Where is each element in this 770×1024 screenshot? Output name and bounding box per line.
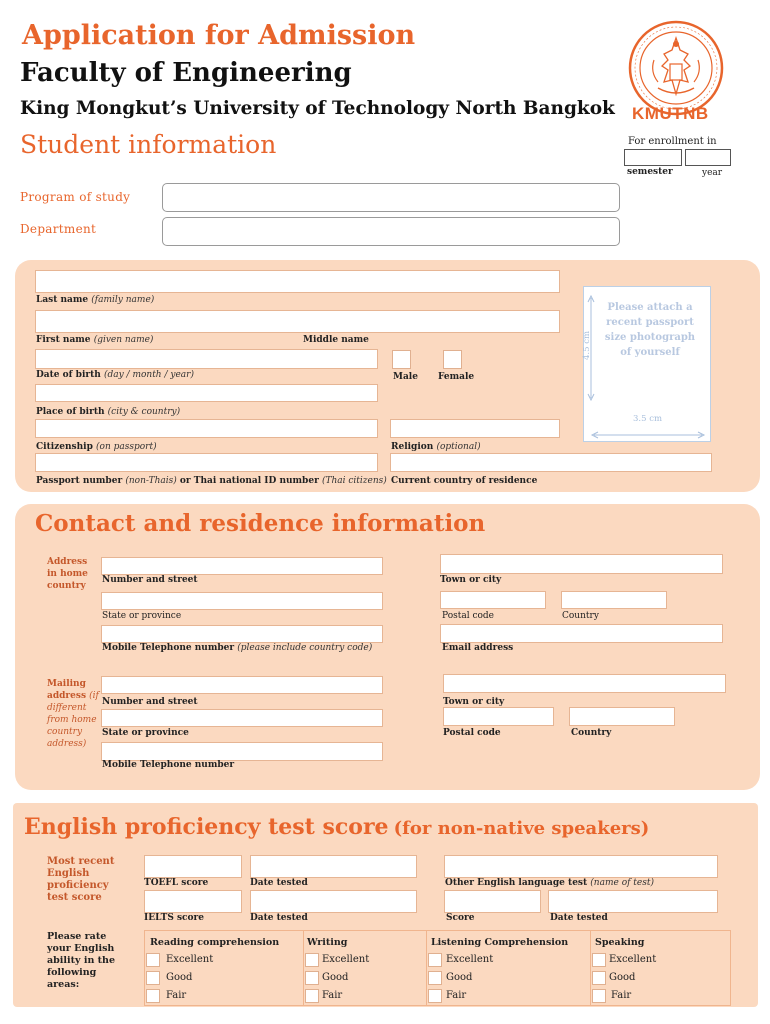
ielts-date-label: Date tested xyxy=(250,913,308,923)
semester-label: semester xyxy=(627,167,673,177)
other-date-label: Date tested xyxy=(550,913,608,923)
other-date-field[interactable] xyxy=(548,890,718,913)
date-of-birth-field[interactable] xyxy=(35,349,378,369)
passport-number-field[interactable] xyxy=(35,453,378,472)
reading-fair-label: Fair xyxy=(166,990,187,1001)
first-name-label: First name (given name) xyxy=(36,335,154,345)
reading-excellent-checkbox[interactable] xyxy=(146,953,160,967)
department-input[interactable] xyxy=(162,217,620,246)
mail-state-field[interactable] xyxy=(101,709,383,727)
home-address-side-label: Address in home country xyxy=(47,557,88,591)
home-postal-label: Postal code xyxy=(442,611,494,621)
speaking-excellent-label: Excellent xyxy=(609,954,657,965)
mail-postal-field[interactable] xyxy=(443,707,554,726)
section-title: Student information xyxy=(20,130,277,159)
reading-fair-checkbox[interactable] xyxy=(146,989,160,1003)
religion-field[interactable] xyxy=(390,419,560,438)
writing-good-checkbox[interactable] xyxy=(305,971,319,985)
first-name-field[interactable] xyxy=(35,310,560,333)
home-state-field[interactable] xyxy=(101,592,383,610)
home-street-field[interactable] xyxy=(101,557,383,575)
home-mobile-field[interactable] xyxy=(101,625,383,643)
program-label: Program of study xyxy=(20,190,131,204)
female-checkbox[interactable] xyxy=(443,350,462,369)
ielts-score-label: IELTS score xyxy=(144,913,205,923)
rating-grid-divider xyxy=(303,930,304,1006)
email-field[interactable] xyxy=(440,624,723,643)
logo-wordmark: KMUTNB xyxy=(632,104,709,123)
listening-good-checkbox[interactable] xyxy=(428,971,442,985)
university-title: King Mongkut’s University of Technology North Bangkok xyxy=(20,98,615,119)
mail-country-label: Country xyxy=(571,728,612,738)
mailing-address-side-label: Mailing address (if different from home country address) xyxy=(47,679,99,749)
place-of-birth-field[interactable] xyxy=(35,384,378,402)
speaking-excellent-checkbox[interactable] xyxy=(592,953,606,967)
speaking-fair-label: Fair xyxy=(611,990,632,1001)
toefl-date-label: Date tested xyxy=(250,878,308,888)
mail-postal-label: Postal code xyxy=(443,728,501,738)
mail-state-label: State or province xyxy=(102,728,189,738)
last-name-label: Last name (family name) xyxy=(36,295,155,305)
date-of-birth-label: Date of birth (day / month / year) xyxy=(36,370,194,380)
writing-excellent-checkbox[interactable] xyxy=(305,953,319,967)
year-label: year xyxy=(702,168,723,178)
other-score-label: Score xyxy=(446,913,475,923)
listening-good-label: Good xyxy=(446,972,473,983)
residence-country-field[interactable] xyxy=(390,453,712,472)
listening-excellent-checkbox[interactable] xyxy=(428,953,442,967)
listening-excellent-label: Excellent xyxy=(446,954,494,965)
contact-heading: Contact and residence information xyxy=(35,510,486,537)
female-label: Female xyxy=(438,372,475,382)
mail-mobile-field[interactable] xyxy=(101,742,383,761)
home-mobile-label: Mobile Telephone number (please include country code) xyxy=(102,643,373,653)
reading-excellent-label: Excellent xyxy=(166,954,214,965)
mail-town-label: Town or city xyxy=(443,697,505,707)
mail-town-field[interactable] xyxy=(443,674,726,693)
faculty-title: Faculty of Engineering xyxy=(20,58,352,88)
male-checkbox[interactable] xyxy=(392,350,411,369)
home-street-label: Number and street xyxy=(102,575,198,585)
recent-test-side-label: Most recent English proficiency test score xyxy=(47,856,115,903)
mail-street-field[interactable] xyxy=(101,676,383,694)
enrollment-label: For enrollment in xyxy=(628,136,717,147)
toefl-score-field[interactable] xyxy=(144,855,242,878)
home-country-field[interactable] xyxy=(561,591,667,609)
university-seal-logo xyxy=(628,20,724,116)
ielts-score-field[interactable] xyxy=(144,890,242,913)
toefl-score-label: TOEFL score xyxy=(144,878,209,888)
speaking-fair-checkbox[interactable] xyxy=(592,989,606,1003)
writing-header: Writing xyxy=(307,937,348,948)
toefl-date-field[interactable] xyxy=(250,855,417,878)
listening-fair-label: Fair xyxy=(446,990,467,1001)
reading-good-checkbox[interactable] xyxy=(146,971,160,985)
religion-label: Religion (optional) xyxy=(391,442,481,452)
speaking-good-checkbox[interactable] xyxy=(592,971,606,985)
photo-height-label: 4.5 cm xyxy=(582,330,592,360)
residence-country-label: Current country of residence xyxy=(391,476,538,486)
middle-name-label: Middle name xyxy=(303,335,369,345)
department-label: Department xyxy=(20,222,97,236)
mail-street-label: Number and street xyxy=(102,697,198,707)
year-field[interactable] xyxy=(685,149,731,166)
photo-width-label: 3.5 cm xyxy=(633,414,663,424)
home-town-label: Town or city xyxy=(440,575,502,585)
home-postal-field[interactable] xyxy=(440,591,546,609)
home-town-field[interactable] xyxy=(440,554,723,574)
citizenship-label: Citizenship (on passport) xyxy=(36,442,157,452)
home-country-label: Country xyxy=(562,611,599,621)
speaking-good-label: Good xyxy=(609,972,636,983)
mail-mobile-label: Mobile Telephone number xyxy=(102,760,235,770)
other-test-field[interactable] xyxy=(444,855,718,878)
speaking-header: Speaking xyxy=(595,937,645,948)
place-of-birth-label: Place of birth (city & country) xyxy=(36,407,181,417)
citizenship-field[interactable] xyxy=(35,419,378,438)
other-test-label: Other English language test (name of test) xyxy=(445,878,654,888)
ielts-date-field[interactable] xyxy=(250,890,417,913)
writing-good-label: Good xyxy=(322,972,349,983)
listening-fair-checkbox[interactable] xyxy=(428,989,442,1003)
reading-good-label: Good xyxy=(166,972,193,983)
mail-country-field[interactable] xyxy=(569,707,675,726)
home-state-label: State or province xyxy=(102,611,182,621)
other-score-field[interactable] xyxy=(444,890,541,913)
email-label: Email address xyxy=(442,643,514,653)
male-label: Male xyxy=(393,372,418,382)
form-title: Application for Admission xyxy=(22,20,416,51)
passport-number-label: Passport number (non-Thais) or Thai national ID number (Thai citizens) xyxy=(36,476,387,486)
rating-grid-divider xyxy=(426,930,427,1006)
photo-instruction: Please attach a recent passport size photograph of yourself xyxy=(604,302,696,358)
program-input[interactable] xyxy=(162,183,620,212)
rating-grid-divider xyxy=(590,930,591,1006)
writing-fair-checkbox[interactable] xyxy=(305,989,319,1003)
last-name-field[interactable] xyxy=(35,270,560,293)
listening-header: Listening Comprehension xyxy=(431,937,569,948)
rate-ability-side-label: Please rate your English ability in the following areas: xyxy=(47,931,116,990)
writing-excellent-label: Excellent xyxy=(322,954,370,965)
semester-field[interactable] xyxy=(624,149,682,166)
english-heading: English proficiency test score (for non-native speakers) xyxy=(24,814,650,840)
writing-fair-label: Fair xyxy=(322,990,343,1001)
reading-header: Reading comprehension xyxy=(150,937,280,948)
